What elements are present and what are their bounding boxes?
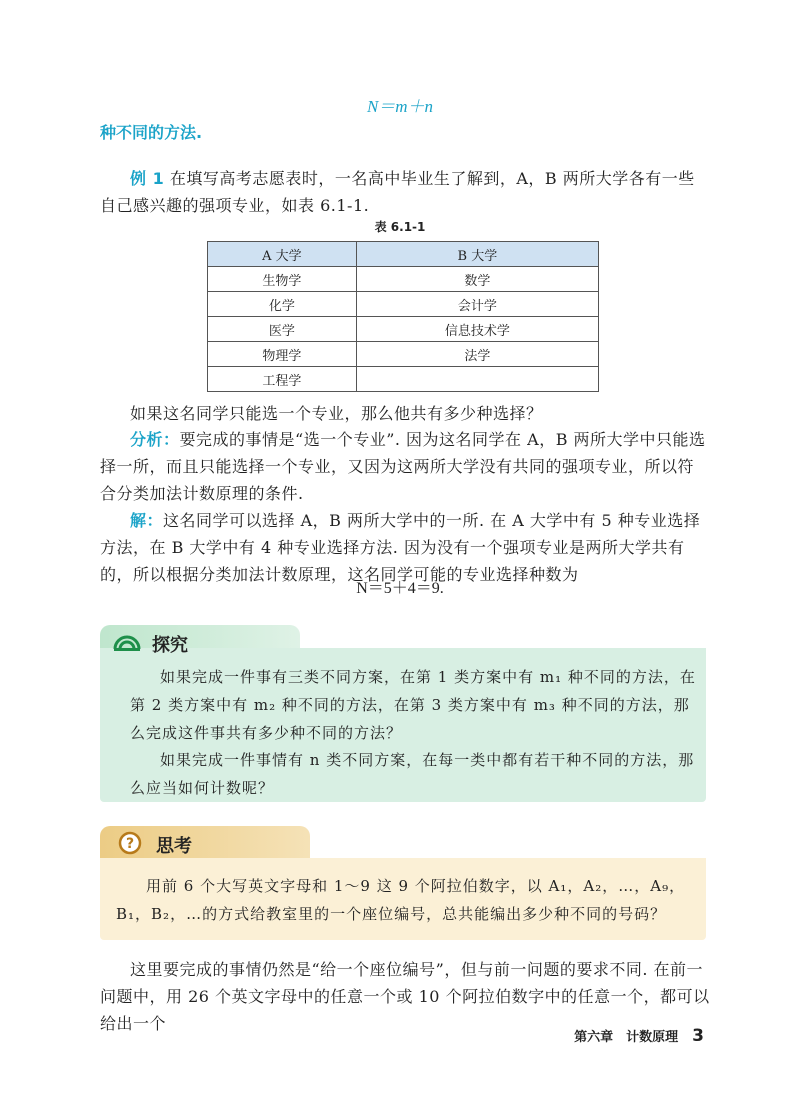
table-caption: 表 6.1-1: [374, 220, 426, 234]
explore-icon: [112, 631, 142, 657]
question-mark-icon: [118, 831, 142, 859]
table-cell: 医学: [208, 317, 357, 342]
analysis-text: 要完成的事情是“选一个专业”. 因为这名同学在 A，B 两所大学中只能选择一所，而且只能选择一个专业，又因为这两所大学没有共同的强项专业，所以符合分类加法计数原理的条件.: [100, 430, 706, 503]
svg-text:?: ?: [125, 836, 135, 852]
example-text: 在填写高考志愿表时，一名高中毕业生了解到，A，B 两所大学各有一些自己感兴趣的强项专业，如表 6.1-1.: [100, 169, 695, 215]
intro-line-end: 种不同的方法.: [100, 123, 203, 142]
table-cell: [356, 367, 598, 392]
explore-p1-text: 如果完成一件事有三类不同方案，在第 1 类方案中有 m₁ 种不同的方法，在第 2 类方案中有 m₂ 种不同的方法，在第 3 类方案中有 m₃ 种不同的方法，那么完成这件事共有多少种不同的方法？: [130, 668, 696, 742]
table-row: [208, 342, 599, 367]
table-cell: 物理学: [208, 342, 357, 367]
table-cell: 法学: [356, 342, 598, 367]
explore-paragraph-1: [130, 663, 696, 747]
think-paragraph: [116, 872, 696, 928]
table-cell: 信息技术学: [356, 317, 598, 342]
solution-label: 解：: [130, 511, 164, 530]
formula-solution: N＝5＋4＝9.: [356, 580, 444, 597]
bottom-paragraph-text: 这里要完成的事情仍然是“给一个座位编号”，但与前一问题的要求不同. 在前一问题中，用 26 个英文字母中的任意一个或 10 个阿拉伯数字中的任意一个，都可以给出一个: [100, 960, 710, 1033]
explore-paragraph-2: [130, 746, 696, 802]
example-1: [100, 165, 710, 219]
table-row: [208, 267, 599, 292]
solution-text: 这名同学可以选择 A，B 两所大学中的一所. 在 A 大学中有 5 种专业选择方法，在 B 大学中有 4 种专业选择方法. 因为没有一个强项专业是两所大学共有的，所以根据分类加法计数原理，这名同学可能的专业选择种数为: [100, 511, 701, 584]
table-row: [208, 367, 599, 392]
page-footer: [574, 1026, 704, 1046]
question-text: 如果这名同学只能选一个专业，那么他共有多少种选择？: [130, 404, 543, 423]
bottom-paragraph: [100, 956, 710, 1037]
table-row: [208, 317, 599, 342]
page-number: 3: [692, 1026, 704, 1046]
explore-title: 探究: [152, 635, 188, 656]
table-cell: 工程学: [208, 367, 357, 392]
table-cell: 生物学: [208, 267, 357, 292]
table-cell: 会计学: [356, 292, 598, 317]
table-cell: 化学: [208, 292, 357, 317]
analysis-label: 分析：: [130, 430, 180, 449]
chapter-label: 第六章 计数原理: [574, 1030, 679, 1045]
table-row: [208, 292, 599, 317]
explore-p2-text: 如果完成一件事情有 n 类不同方案，在每一类中都有若干种不同的方法，那么应当如何计数呢？: [130, 751, 695, 797]
analysis: [100, 426, 710, 507]
table-cell: 数学: [356, 267, 598, 292]
table-header-row: [208, 242, 599, 267]
think-p1-text: 用前 6 个大写英文字母和 1～9 这 9 个阿拉伯数字，以 A₁，A₂，…，A₉，B₁，B₂，…的方式给教室里的一个座位编号，总共能编出多少种不同的号码？: [116, 877, 686, 923]
think-title: 思考: [156, 836, 192, 857]
table-header-b: B 大学: [356, 242, 598, 267]
university-table: [207, 241, 599, 392]
example-label: 例 1: [130, 169, 165, 188]
table-header-a: A 大学: [208, 242, 357, 267]
formula-n-equals-m-plus-n: N＝m＋n: [366, 97, 434, 116]
question: [100, 400, 710, 427]
